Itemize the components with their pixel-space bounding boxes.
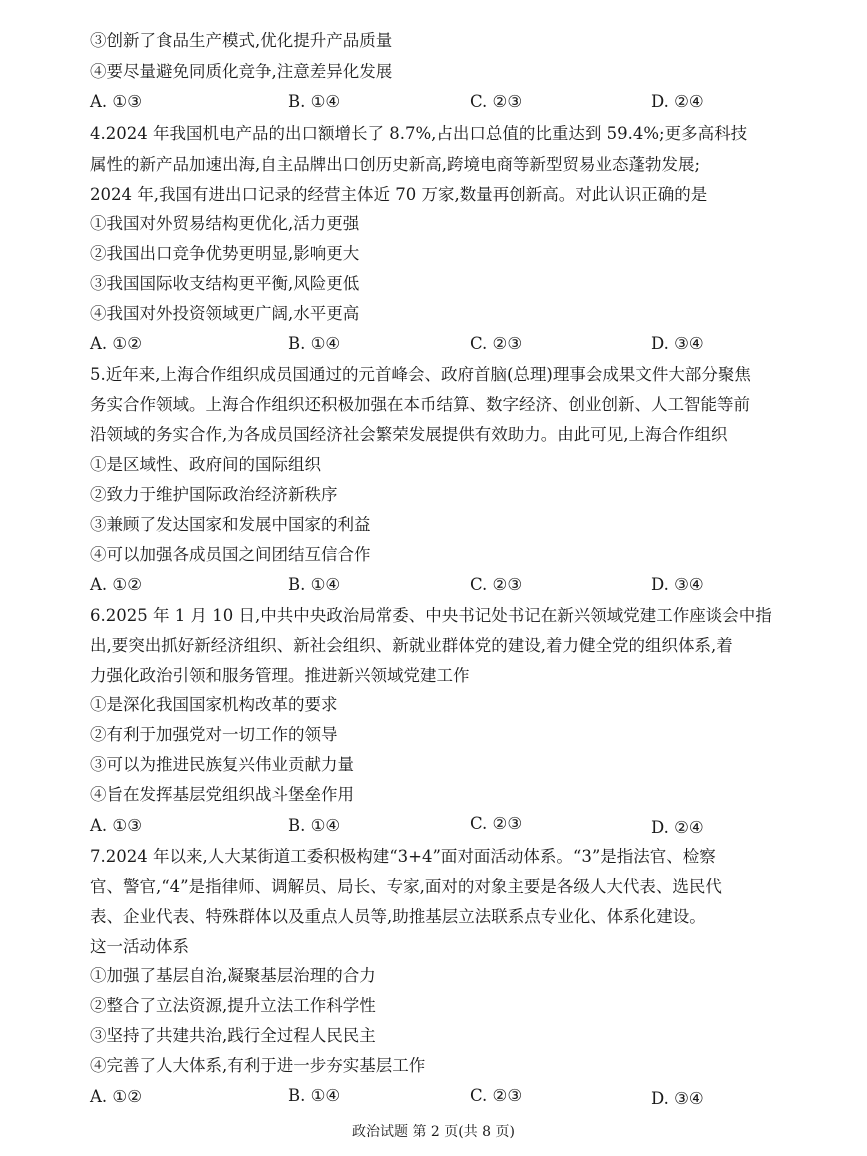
q5-stem-line-3: 沿领域的务实合作,为各成员国经济社会繁荣发展提供有效助力。由此可见,上海合作组织 [90,425,728,444]
q7-stem-line-4: 这一活动体系 [90,937,189,956]
q3-option-d: D. ②④ [651,92,704,111]
q7-item-4: ④完善了人大体系,有利于进一步夯实基层工作 [90,1056,426,1075]
q5-stem-line-1: 5.近年来,上海合作组织成员国通过的元首峰会、政府首脑(总理)理事会成果文件大部分聚焦 [90,365,751,384]
q5-item-2: ②致力于维护国际政治经济新秩序 [90,485,338,504]
page-footer: 政治试题 第 2 页(共 8 页) [352,1124,515,1140]
q5-item-4: ④可以加强各成员国之间团结互信合作 [90,545,371,564]
q7-stem-line-2: 官、警官,“4”是指律师、调解员、局长、专家,面对的对象主要是各级人大代表、选民代 [90,877,722,896]
q7-option-c: C. ②③ [470,1086,523,1105]
q5-item-1: ①是区域性、政府间的国际组织 [90,455,321,474]
q3-option-a: A. ①③ [90,92,142,111]
q4-item-4: ④我国对外投资领域更广阔,水平更高 [90,304,360,323]
q7-stem-line-1: 7.2024 年以来,人大某街道工委积极构建“3+4”面对面活动体系。“3”是指法官、检察 [90,847,716,866]
q6-option-c: C. ②③ [470,814,523,833]
q4-stem-line-2: 属性的新产品加速出海,自主品牌出口创历史新高,跨境电商等新型贸易业态蓬勃发展; [90,155,701,174]
q7-stem-line-3: 表、企业代表、特殊群体以及重点人员等,助推基层立法联系点专业化、体系化建设。 [90,907,706,926]
q4-item-2: ②我国出口竞争优势更明显,影响更大 [90,244,360,263]
q6-option-d: D. ②④ [651,818,704,837]
q4-item-1: ①我国对外贸易结构更优化,活力更强 [90,214,360,233]
q5-option-d: D. ③④ [651,575,704,594]
q4-option-c: C. ②③ [470,334,523,353]
q4-stem-line-3: 2024 年,我国有进出口记录的经营主体近 70 万家,数量再创新高。对此认识正确的是 [90,185,708,204]
q4-item-3: ③我国国际收支结构更平衡,风险更低 [90,274,360,293]
q7-option-b: B. ①④ [288,1086,341,1105]
q5-option-a: A. ①② [90,575,142,594]
q6-option-b: B. ①④ [288,816,341,835]
q3-item-3: ③创新了食品生产模式,优化提升产品质量 [90,31,393,50]
q4-option-b: B. ①④ [288,334,341,353]
q4-stem-line-1: 4.2024 年我国机电产品的出口额增长了 8.7%,占出口总值的比重达到 59.4%;更多高科技 [90,124,748,143]
q7-item-3: ③坚持了共建共治,践行全过程人民民主 [90,1026,376,1045]
q6-item-2: ②有利于加强党对一切工作的领导 [90,725,338,744]
q6-stem-line-2: 出,要突出抓好新经济组织、新社会组织、新就业群体党的建设,着力健全党的组织体系,着 [90,636,733,655]
q7-item-1: ①加强了基层自治,凝聚基层治理的合力 [90,966,376,985]
q6-item-4: ④旨在发挥基层党组织战斗堡垒作用 [90,785,354,804]
q5-option-b: B. ①④ [288,575,341,594]
q5-option-c: C. ②③ [470,575,523,594]
q4-option-d: D. ③④ [651,334,704,353]
q6-item-1: ①是深化我国国家机构改革的要求 [90,695,338,714]
q3-item-4: ④要尽量避免同质化竞争,注意差异化发展 [90,62,393,81]
q6-stem-line-3: 力强化政治引领和服务管理。推进新兴领域党建工作 [90,666,470,685]
q6-item-3: ③可以为推进民族复兴伟业贡献力量 [90,755,354,774]
q3-option-c: C. ②③ [470,92,523,111]
q7-option-d: D. ③④ [651,1089,704,1108]
q5-item-3: ③兼顾了发达国家和发展中国家的利益 [90,515,371,534]
q7-option-a: A. ①② [90,1087,142,1106]
q5-stem-line-2: 务实合作领域。上海合作组织还积极加强在本币结算、数字经济、创业创新、人工智能等前 [90,395,750,414]
q6-stem-line-1: 6.2025 年 1 月 10 日,中共中央政治局常委、中央书记处书记在新兴领域党建工作座谈会中指 [90,606,772,625]
q7-item-2: ②整合了立法资源,提升立法工作科学性 [90,996,376,1015]
q3-option-b: B. ①④ [288,92,341,111]
q6-option-a: A. ①③ [90,816,142,835]
q4-option-a: A. ①② [90,334,142,353]
